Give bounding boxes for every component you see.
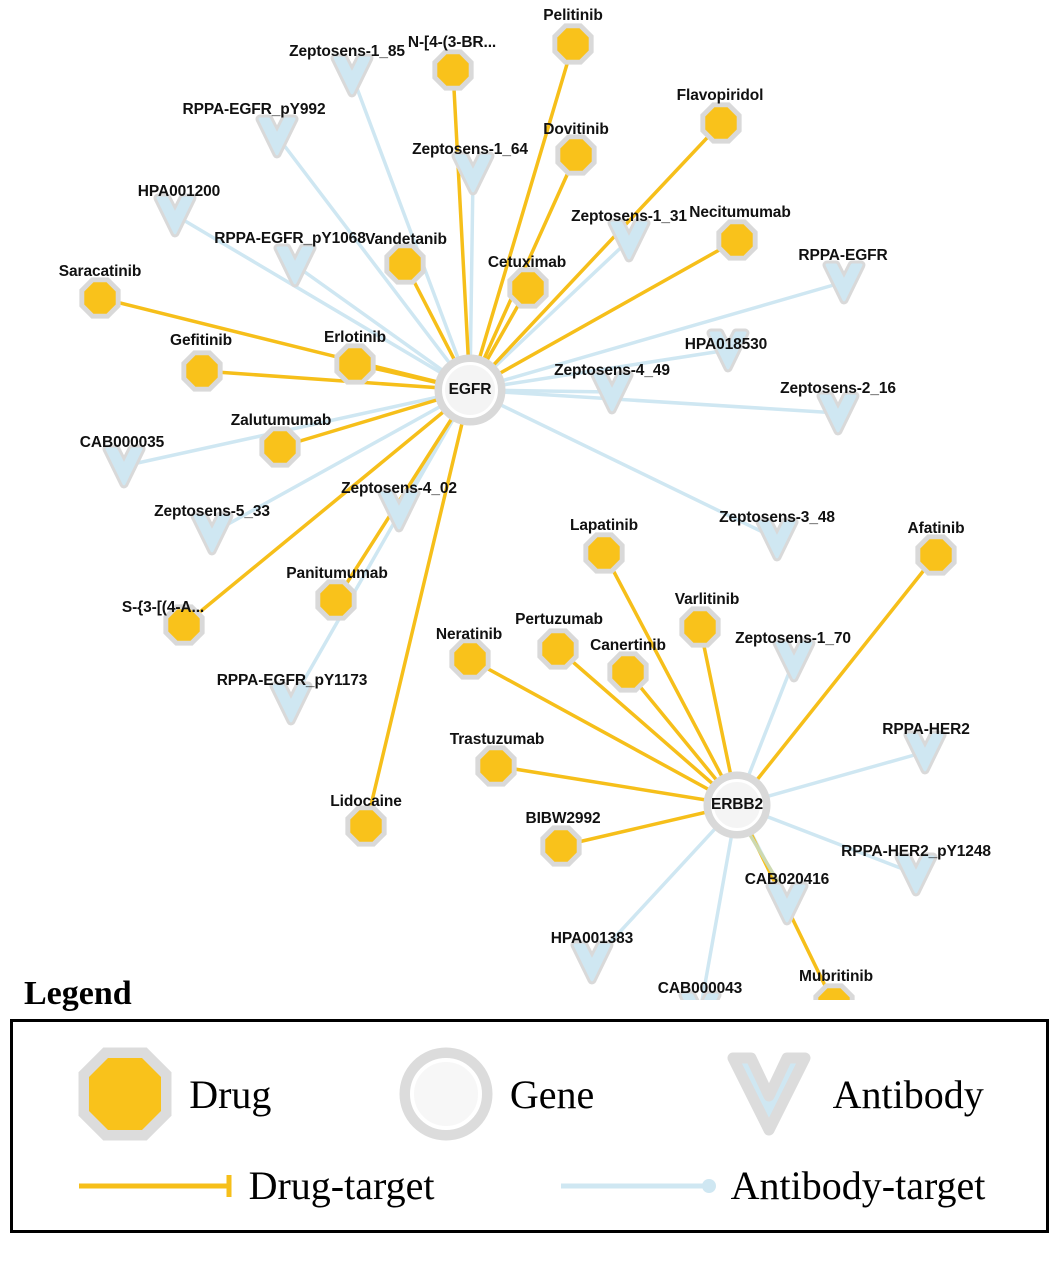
drug-node-label: Trastuzumab: [449, 731, 545, 748]
drug-node-label: Cetuximab: [487, 254, 567, 271]
legend-label-drug-target: Drug-target: [248, 1163, 435, 1208]
drug-node-label: Saracatinib: [58, 263, 142, 280]
drug-node-label: Mubritinib: [799, 968, 873, 985]
gene-node-label: ERBB2: [710, 796, 764, 813]
drug-node[interactable]: [560, 139, 591, 170]
edge-drug-target: [453, 70, 470, 390]
drug-node[interactable]: [557, 28, 588, 59]
drug-node-label: Canertinib: [590, 637, 666, 654]
antibody-node-label: Zeptosens-1_70: [735, 630, 851, 647]
drug-node[interactable]: [264, 431, 295, 462]
legend-item-gene: [396, 1044, 594, 1144]
antibody-node-label: RPPA-EGFR_pY1173: [216, 672, 368, 689]
antibody-node-label: Zeptosens-1_85: [289, 43, 405, 60]
drug-node[interactable]: [542, 633, 573, 664]
antibody-node-label: HPA001383: [550, 930, 634, 947]
drug-node-label: S-{3-[(4-A...: [121, 599, 205, 616]
antibody-node-label: Zeptosens-1_64: [412, 141, 528, 158]
drug-node-label: N-[4-(3-BR...: [407, 34, 497, 51]
drug-node[interactable]: [612, 656, 643, 687]
drug-node-label: Afatinib: [907, 520, 965, 537]
antibody-node-label: CAB000035: [79, 434, 165, 451]
drug-node[interactable]: [454, 643, 485, 674]
antibody-node-label: Zeptosens-2_16: [780, 380, 896, 397]
antibody-node-label: Zeptosens-5_33: [154, 503, 270, 520]
legend-box: [10, 1019, 1049, 1233]
antibody-node-label: Zeptosens-4_02: [341, 480, 457, 497]
legend-label-gene: Gene: [509, 1071, 595, 1117]
antibody-node-label: RPPA-HER2_pY1248: [841, 843, 991, 860]
drug-octagon-icon: [75, 1044, 175, 1144]
drug-node-label: Zalutumumab: [230, 412, 332, 429]
antibody-node-label: RPPA-HER2: [882, 721, 970, 738]
drug-node[interactable]: [512, 272, 543, 303]
drug-node[interactable]: [186, 355, 217, 386]
edge-drug-target: [366, 390, 470, 826]
antibody-node-label: CAB020416: [744, 871, 830, 888]
drug-node-label: Pertuzumab: [515, 611, 603, 628]
drug-node[interactable]: [920, 539, 951, 570]
antibody-node-label: RPPA-EGFR: [798, 247, 888, 264]
drug-node-label: BIBW2992: [525, 810, 601, 827]
drug-node[interactable]: [84, 282, 115, 313]
drug-node-label: Panitumumab: [286, 565, 388, 582]
gene-circle-icon: [396, 1044, 496, 1144]
drug-node-label: Gefitinib: [170, 332, 232, 349]
drug-node[interactable]: [684, 611, 715, 642]
legend-item-antibody-target: [556, 1162, 986, 1209]
drug-node[interactable]: [721, 224, 752, 255]
antibody-node-label: HPA001200: [137, 183, 221, 200]
antibody-node-label: CAB000043: [657, 980, 743, 997]
legend-edge-types: [13, 1162, 1046, 1209]
drug-node[interactable]: [705, 107, 736, 138]
antibody-target-edge-icon: [556, 1171, 721, 1201]
antibody-node-label: Zeptosens-1_31: [571, 208, 687, 225]
legend-label-drug: Drug: [189, 1071, 272, 1117]
drug-node-label: Lidocaine: [330, 793, 402, 810]
drug-node[interactable]: [339, 348, 370, 379]
drug-node[interactable]: [545, 830, 576, 861]
antibody-node-label: Zeptosens-4_49: [554, 362, 670, 379]
drug-node[interactable]: [350, 810, 381, 841]
drug-target-edge-icon: [74, 1171, 239, 1201]
drug-node[interactable]: [389, 248, 420, 279]
antibody-node-label: HPA018530: [684, 336, 768, 353]
antibody-chevron-icon: [719, 1044, 819, 1144]
legend-item-antibody: [719, 1044, 984, 1144]
legend-item-drug: [75, 1044, 271, 1144]
legend-node-types: [13, 1044, 1046, 1144]
drug-node[interactable]: [588, 537, 619, 568]
gene-node-label: EGFR: [448, 381, 492, 398]
edge-drug-target: [470, 44, 573, 390]
drug-node-label: Vandetanib: [365, 231, 447, 248]
drug-node-label: Flavopiridol: [676, 87, 764, 104]
legend-title: Legend: [24, 975, 132, 1012]
drug-node-label: Erlotinib: [324, 329, 386, 346]
drug-node-label: Dovitinib: [543, 121, 609, 138]
drug-node-label: Necitumumab: [689, 204, 791, 221]
drug-node[interactable]: [480, 750, 511, 781]
antibody-node-label: RPPA-EGFR_pY1068: [214, 230, 366, 247]
drug-node-label: Varlitinib: [674, 591, 740, 608]
drug-node[interactable]: [320, 584, 351, 615]
drug-node[interactable]: [437, 54, 468, 85]
legend: [0, 975, 1059, 1233]
legend-label-antibody-target: Antibody-target: [730, 1163, 986, 1208]
drug-node-label: Pelitinib: [543, 7, 603, 24]
antibody-node-label: Zeptosens-3_48: [719, 509, 835, 526]
edge-drug-target: [737, 555, 936, 805]
antibody-node-label: RPPA-EGFR_pY992: [182, 101, 326, 118]
drug-node-label: Lapatinib: [570, 517, 638, 534]
drug-node-label: Neratinib: [435, 626, 503, 643]
legend-label-antibody: Antibody: [832, 1071, 984, 1117]
legend-item-drug-target: [74, 1162, 435, 1209]
